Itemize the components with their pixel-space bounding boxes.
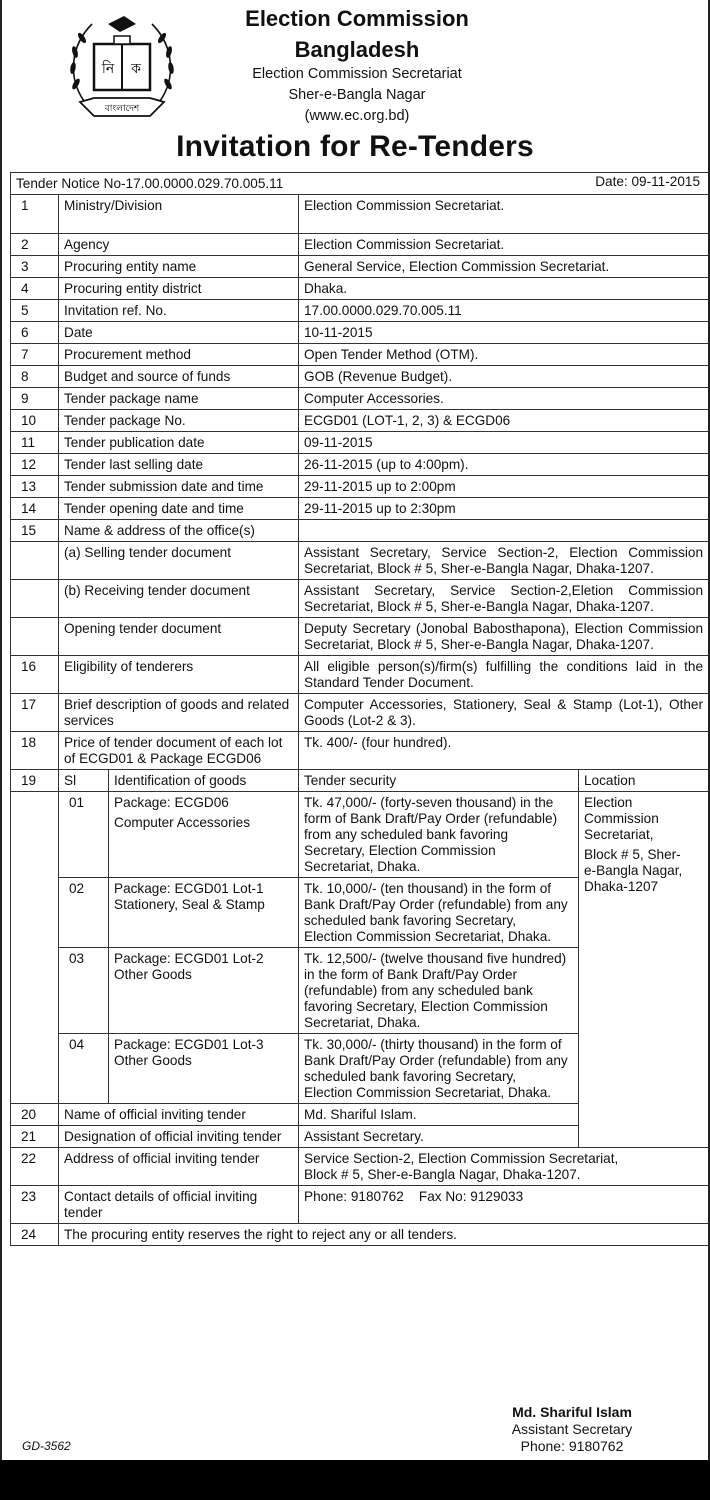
- row-label: Tender package No.: [59, 410, 299, 432]
- row-number: 11: [11, 432, 59, 454]
- row-value: 29-11-2015 up to 2:30pm: [299, 498, 709, 520]
- table-row: [11, 195, 709, 234]
- office-label: (b) Receiving tender document: [59, 580, 299, 618]
- row-value: Election Commission Secretariat.: [299, 195, 709, 234]
- row-label: Tender package name: [59, 388, 299, 410]
- location-line: Dhaka-1207: [584, 879, 659, 894]
- row-value: Computer Accessories, Stationery, Seal & Stamp (Lot-1), Other Goods (Lot-2 & 3).: [299, 694, 709, 732]
- table-row: [11, 366, 709, 388]
- row-label: Tender submission date and time: [59, 476, 299, 498]
- row-label: Address of official inviting tender: [59, 1148, 299, 1186]
- table-row: [11, 498, 709, 520]
- logo-letter-left: নি: [101, 61, 115, 77]
- goods-package: Package: ECGD06: [114, 795, 229, 810]
- final-clause: The procuring entity reserves the right to reject any or all tenders.: [59, 1224, 709, 1246]
- row-value: Phone: 9180762 Fax No: 9129033: [299, 1186, 709, 1224]
- goods-identification: [109, 878, 299, 948]
- location-line: Secretariat,: [584, 827, 654, 842]
- row-label: Tender publication date: [59, 432, 299, 454]
- goods-identification: [109, 948, 299, 1034]
- tender-table: [10, 172, 709, 1246]
- row-number: 13: [11, 476, 59, 498]
- row-value: 17.00.0000.029.70.005.11: [299, 300, 709, 322]
- table-row: [11, 278, 709, 300]
- goods-description: Stationery, Seal & Stamp: [114, 897, 265, 912]
- goods-header-security: Tender security: [299, 770, 579, 792]
- row-number: 12: [11, 454, 59, 476]
- row-label: Procuring entity name: [59, 256, 299, 278]
- table-row: [11, 1186, 709, 1224]
- goods-security: Tk. 12,500/- (twelve thousand five hundred) in the form of Bank Draft/Pay Order (refundable) from any scheduled bank favoring Secretary, Election Commission Secretariat, Dhaka.: [299, 948, 579, 1034]
- row-number: 18: [11, 732, 59, 770]
- row-value: Open Tender Method (OTM).: [299, 344, 709, 366]
- row-value: All eligible person(s)/firm(s) fulfilling the conditions laid in the Standard Tender Document.: [299, 656, 709, 694]
- row-value: 29-11-2015 up to 2:00pm: [299, 476, 709, 498]
- row-value: Tk. 400/- (four hundred).: [299, 732, 709, 770]
- row-label: Agency: [59, 234, 299, 256]
- goods-location: [579, 792, 709, 1148]
- table-row: [11, 520, 709, 542]
- office-row: [11, 618, 709, 656]
- goods-sl: 02: [59, 878, 109, 948]
- org-name-line1: Election Commission: [245, 6, 469, 31]
- goods-description: Other Goods: [114, 1053, 192, 1068]
- table-row: [11, 344, 709, 366]
- row-number: 20: [11, 1104, 59, 1126]
- table-row: [11, 388, 709, 410]
- table-row: [11, 454, 709, 476]
- org-secretariat: Election Commission Secretariat: [252, 66, 462, 82]
- goods-identification: [109, 1034, 299, 1104]
- goods-identification: [109, 792, 299, 878]
- table-row: [11, 1148, 709, 1186]
- tender-notice-number: Tender Notice No-17.00.0000.029.70.005.11: [16, 176, 284, 191]
- goods-header-sl: Sl: [59, 770, 109, 792]
- row-number: 17: [11, 694, 59, 732]
- table-row: [11, 694, 709, 732]
- office-value: Assistant Secretary, Service Section-2,Eletion Commission Secretariat, Block # 5, Sher-e-Bangla Nagar, Dhaka-1207.: [299, 580, 709, 618]
- row-label: Procurement method: [59, 344, 299, 366]
- row-number: 19: [11, 770, 59, 792]
- row-number: 4: [11, 278, 59, 300]
- row-number: 2: [11, 234, 59, 256]
- row-number: 8: [11, 366, 59, 388]
- table-row: [11, 410, 709, 432]
- row-value: Service Section-2, Election Commission Secretariat, Block # 5, Sher-e-Bangla Nagar, Dhaka-1207.: [299, 1148, 709, 1186]
- row-label: Brief description of goods and related services: [59, 694, 299, 732]
- row-value: [299, 520, 709, 542]
- row-number: 15: [11, 520, 59, 542]
- row-label: Tender opening date and time: [59, 498, 299, 520]
- row-label: Ministry/Division: [59, 195, 299, 234]
- row-value: General Service, Election Commission Secretariat.: [299, 256, 709, 278]
- notice-row: [11, 173, 709, 195]
- row-label: Eligibility of tenderers: [59, 656, 299, 694]
- row-number: 14: [11, 498, 59, 520]
- logo-ribbon-text: বাংলাদেশ: [104, 104, 140, 114]
- location-line: Block # 5, Sher-: [584, 847, 681, 862]
- notice-date: Date: 09-11-2015: [595, 174, 701, 189]
- row-number: 7: [11, 344, 59, 366]
- goods-security: Tk. 47,000/- (forty-seven thousand) in the form of Bank Draft/Pay Order (refundable) from any scheduled bank favoring Secretary, Election Commission Secretariat, Dhaka.: [299, 792, 579, 878]
- document-title: Invitation for Re-Tenders: [176, 130, 534, 163]
- office-row: [11, 542, 709, 580]
- goods-sl: 04: [59, 1034, 109, 1104]
- goods-security: Tk. 10,000/- (ten thousand) in the form of Bank Draft/Pay Order (refundable) from any scheduled bank favoring Secretary, Election Commission Secretariat, Dhaka.: [299, 878, 579, 948]
- row-label: Date: [59, 322, 299, 344]
- goods-package: Package: ECGD01 Lot-3: [114, 1037, 264, 1052]
- office-row: [11, 580, 709, 618]
- signatory-name: Md. Shariful Islam: [512, 1404, 632, 1420]
- office-value: Assistant Secretary, Service Section-2, Election Commission Secretariat, Block # 5, Sher-e-Bangla Nagar, Dhaka-1207.: [299, 542, 709, 580]
- logo-letter-right: ক: [131, 61, 141, 77]
- table-row: [11, 1224, 709, 1246]
- table-row: [11, 234, 709, 256]
- row-value: Election Commission Secretariat.: [299, 234, 709, 256]
- row-value: 09-11-2015: [299, 432, 709, 454]
- row-value: ECGD01 (LOT-1, 2, 3) & ECGD06: [299, 410, 709, 432]
- row-number: 21: [11, 1126, 59, 1148]
- row-number: 3: [11, 256, 59, 278]
- row-label: Tender last selling date: [59, 454, 299, 476]
- goods-sl: 03: [59, 948, 109, 1034]
- row-number: 23: [11, 1186, 59, 1224]
- office-value: Deputy Secretary (Jonobal Babosthapona), Election Commission Secretariat, Block # 5, Sher-e-Bangla Nagar, Dhaka-1207.: [299, 618, 709, 656]
- header: [2, 0, 708, 168]
- org-website: (www.ec.org.bd): [304, 108, 410, 124]
- signatory-phone: Phone: 9180762: [520, 1438, 624, 1454]
- table-row: [11, 432, 709, 454]
- row-value: Computer Accessories.: [299, 388, 709, 410]
- location-line: Commission: [584, 811, 659, 826]
- goods-item-row: [11, 792, 709, 878]
- signatory-designation: Assistant Secretary: [511, 1421, 633, 1437]
- row-value: 10-11-2015: [299, 322, 709, 344]
- row-number: 24: [11, 1224, 59, 1246]
- row-label: Budget and source of funds: [59, 366, 299, 388]
- goods-description: Other Goods: [114, 967, 192, 982]
- row-number: 16: [11, 656, 59, 694]
- org-name-line2: Bangladesh: [294, 37, 420, 62]
- table-row: [11, 656, 709, 694]
- footer: [2, 1400, 708, 1460]
- table-row: [11, 322, 709, 344]
- row-number: 1: [11, 195, 59, 234]
- row-value: 26-11-2015 (up to 4:00pm).: [299, 454, 709, 476]
- row-number: 22: [11, 1148, 59, 1186]
- table-row: [11, 732, 709, 770]
- location-line: e-Bangla Nagar,: [584, 863, 683, 878]
- goods-header-location: Location: [579, 770, 709, 792]
- row-label: Designation of official inviting tender: [59, 1126, 299, 1148]
- row-number: 9: [11, 388, 59, 410]
- goods-description: Computer Accessories: [114, 815, 250, 830]
- gd-code: GD-3562: [22, 1439, 71, 1453]
- office-label: Opening tender document: [59, 618, 299, 656]
- table-row: [11, 300, 709, 322]
- org-address: Sher-e-Bangla Nagar: [288, 87, 426, 103]
- row-number: 10: [11, 410, 59, 432]
- goods-security: Tk. 30,000/- (thirty thousand) in the form of Bank Draft/Pay Order (refundable) from any scheduled bank favoring Secretary, Election Commission Secretariat, Dhaka.: [299, 1034, 579, 1104]
- table-row: [11, 256, 709, 278]
- row-number: 6: [11, 322, 59, 344]
- row-value: Md. Shariful Islam.: [299, 1104, 579, 1126]
- row-number: 5: [11, 300, 59, 322]
- goods-package: Package: ECGD01 Lot-1: [114, 881, 264, 896]
- office-label: (a) Selling tender document: [59, 542, 299, 580]
- row-label: Contact details of official inviting tender: [59, 1186, 299, 1224]
- row-label: Name & address of the office(s): [59, 520, 299, 542]
- row-value: GOB (Revenue Budget).: [299, 366, 709, 388]
- row-value: Assistant Secretary.: [299, 1126, 579, 1148]
- row-label: Name of official inviting tender: [59, 1104, 299, 1126]
- goods-sl: 01: [59, 792, 109, 878]
- row-label: Price of tender document of each lot of ECGD01 & Package ECGD06: [59, 732, 299, 770]
- goods-package: Package: ECGD01 Lot-2: [114, 951, 264, 966]
- table-row: [11, 476, 709, 498]
- row-label: Procuring entity district: [59, 278, 299, 300]
- goods-header-identification: Identification of goods: [109, 770, 299, 792]
- goods-header-row: [11, 770, 709, 792]
- row-value: Dhaka.: [299, 278, 709, 300]
- location-line: Election: [584, 795, 633, 810]
- row-label: Invitation ref. No.: [59, 300, 299, 322]
